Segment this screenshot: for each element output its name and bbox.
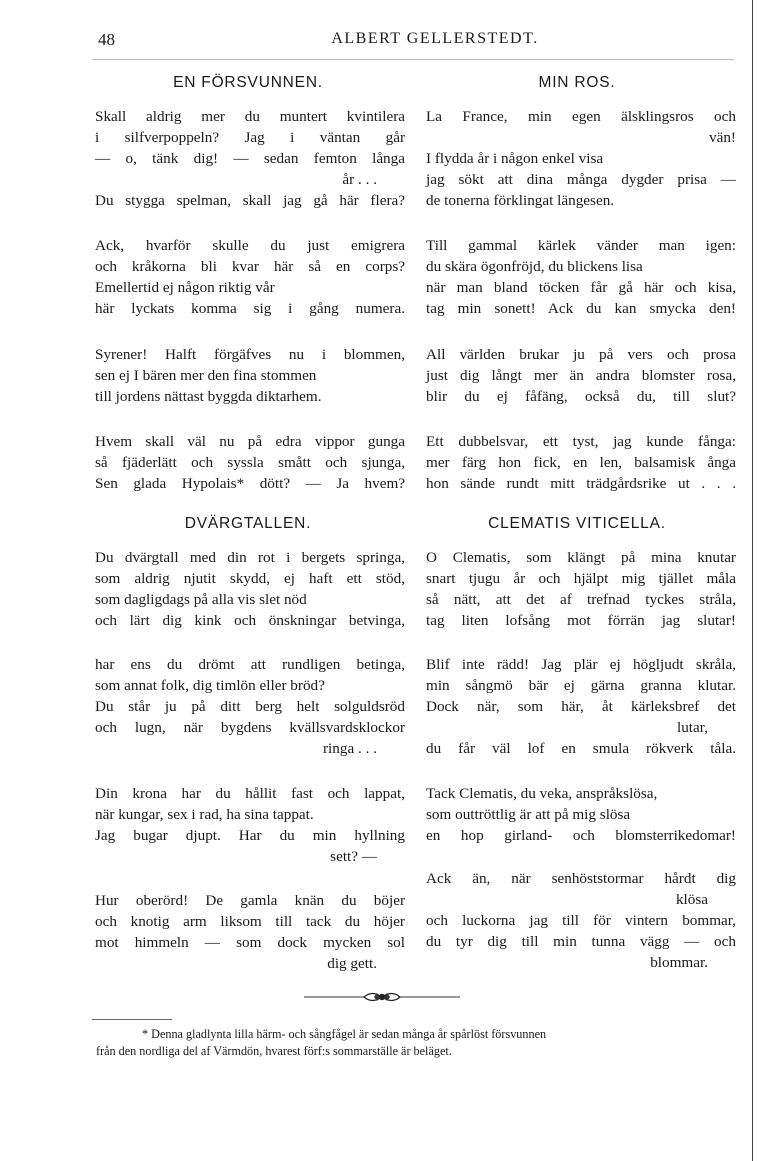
poem-title: DVÄRGTALLEN. — [184, 515, 312, 532]
verse-line: du tyr dig till min tunna vägg — och — [426, 933, 736, 950]
verse-line: och lugn, när bygdens kvällsvardsklockor — [95, 719, 405, 736]
verse-line: Din krona har du hållit fast och lappat, — [95, 785, 405, 802]
verse-line: snart tjugu år och hjälpt mig tjället måla — [426, 570, 736, 587]
page-number: 48 — [98, 30, 115, 49]
verse-line: och kråkorna bli kvar här så en corps? — [95, 258, 405, 275]
footnote-rule — [92, 1019, 172, 1020]
verse-line: just dig långt mer än andra blomster rosa, — [426, 367, 736, 384]
poem-stanza — [95, 783, 405, 867]
verse-line: när man bland töcken får gå här och kisa, — [426, 279, 736, 296]
verse-line: tag min sonett! Ack du kan smycka den! — [426, 300, 736, 317]
verse-line: klösa — [675, 891, 708, 908]
ornament-divider-icon — [302, 986, 462, 1008]
verse-line: dig gett. — [327, 955, 377, 972]
running-title: ALBERT GELLERSTEDT. — [331, 30, 539, 47]
verse-line: och knotig arm liksom till tack du höjer — [95, 913, 405, 930]
verse-line: vän! — [709, 129, 736, 146]
poem-stanza — [95, 890, 405, 974]
verse-line: jag sökt att dina många dygder prisa — — [426, 171, 736, 188]
verse-line: Ack än, när senhöststormar hårdt dig — [426, 870, 736, 887]
poem-title: EN FÖRSVUNNEN. — [173, 74, 323, 91]
verse-line: Skall aldrig mer du muntert kvintilera — [95, 108, 405, 125]
poem-stanza — [426, 654, 736, 759]
verse-line: Jag bugar djupt. Har du min hyllning — [95, 827, 405, 844]
verse-line: du skära ögonfröjd, du blickens lisa — [426, 258, 643, 275]
verse-line: Hvem skall väl nu på edra vippor gunga — [95, 433, 405, 450]
footnote-line: * Denna gladlynta lilla härm- och sångfågel är sedan många år spårlöst försvunnen — [142, 1027, 547, 1041]
poem-stanza — [426, 235, 736, 319]
poem-stanza — [426, 783, 736, 846]
poem-stanza — [95, 547, 405, 631]
verse-line: de tonerna förklingat längesen. — [426, 192, 615, 209]
verse-line: All världen brukar ju på vers och prosa — [426, 346, 736, 363]
verse-line: som outtröttlig är att på mig slösa — [426, 806, 631, 823]
verse-line: Till gammal kärlek vänder man igen: — [426, 237, 736, 254]
verse-line: O Clematis, som klängt på mina knutar — [426, 549, 736, 566]
verse-line: så nätt, att det af trefnad tyckes stråla, — [426, 591, 736, 608]
poem-stanza — [426, 344, 736, 407]
poem-stanza — [426, 547, 736, 631]
verse-line: du får väl lof en smula rökverk tåla. — [426, 740, 736, 757]
verse-line: Ett dubbelsvar, ett tyst, jag kunde fånga: — [426, 433, 736, 450]
poem-stanza — [95, 654, 405, 759]
verse-line: Syrener! Halft förgäfves nu i blommen, — [95, 346, 405, 363]
verse-line: som aldrig njutit skydd, ej haft ett stöd, — [95, 570, 405, 587]
poem-stanza — [95, 235, 405, 319]
verse-line: blommar. — [650, 954, 708, 971]
verse-line: — o, tänk dig! — sedan femton långa — [95, 150, 405, 167]
verse-line: när kungar, sex i rad, ha sina tappat. — [95, 806, 314, 823]
verse-line: mot himmeln — som dock mycken sol — [95, 934, 405, 951]
poem-stanza — [95, 106, 405, 211]
verse-line: La France, min egen älsklingsros och — [426, 108, 736, 125]
verse-line: en hop girland- och blomsterrikedomar! — [426, 827, 736, 844]
verse-line: Du stygga spelman, skall jag gå här flera? — [95, 192, 405, 209]
verse-line: tag liten lofsång mot förrän jag slutar! — [426, 612, 736, 629]
verse-line: till jordens nättast byggda diktarhem. — [95, 388, 322, 405]
footnote — [96, 1026, 736, 1060]
verse-line: Ack, hvarför skulle du just emigrera — [95, 237, 405, 254]
page-edge-line — [752, 0, 753, 1161]
verse-line: blir du ej fåfäng, också du, till slut? — [426, 388, 736, 405]
poem-title: CLEMATIS VITICELLA. — [488, 515, 666, 532]
verse-line: som dagligdags på alla vis slet nöd — [95, 591, 307, 608]
verse-line: Du dvärgtall med din rot i bergets springa, — [95, 549, 405, 566]
poem-title: MIN ROS. — [538, 74, 616, 91]
poem-stanza — [426, 431, 736, 494]
verse-line: lutar, — [676, 719, 708, 736]
verse-line: I flydda år i någon enkel visa — [426, 150, 604, 167]
verse-line: mer färg hon fick, en len, balsamisk ånga — [426, 454, 736, 471]
verse-line: så fjäderlätt och syssla smått och sjunga, — [95, 454, 405, 471]
verse-line: Sen glada Hypolais* dött? — Ja hvem? — [95, 475, 405, 492]
verse-line: Emellertid ej någon riktig vår — [95, 279, 275, 296]
verse-line: sett? — — [330, 848, 377, 865]
poem-stanza — [426, 106, 736, 211]
header-rule — [92, 59, 734, 60]
verse-line: här lyckats komma sig i gång numera. — [95, 300, 405, 317]
verse-line: sen ej I bären mer den fina stommen — [95, 367, 317, 384]
verse-line: i silfverpoppeln? Jag i väntan går — [95, 129, 405, 146]
verse-line: år . . . — [342, 171, 377, 188]
verse-line: Tack Clematis, du veka, anspråkslösa, — [426, 785, 658, 802]
verse-line: Du står ju på ditt berg helt solguldsröd — [95, 698, 405, 715]
footnote-line: från den nordliga del af Värmdön, hvarest förf:s sommarställe är beläget. — [96, 1044, 452, 1058]
poem-stanza — [95, 344, 405, 407]
verse-line: ringa . . . — [323, 740, 377, 757]
verse-line: Hur oberörd! De gamla knän du böjer — [95, 892, 405, 909]
verse-line: som annat folk, dig timlön eller bröd? — [95, 677, 325, 694]
poem-stanza — [95, 431, 405, 494]
verse-line: och lärt dig kink och önskningar betvinga, — [95, 612, 405, 629]
verse-line: och luckorna jag till för vintern bommar, — [426, 912, 736, 929]
poem-stanza — [426, 868, 736, 973]
verse-line: Dock när, som här, åt kärleksbref det — [426, 698, 736, 715]
verse-line: hon sände rundt mitt trädgårdsrike ut . . . — [426, 475, 736, 492]
verse-line: har ens du drömt att rundligen betinga, — [95, 656, 405, 673]
verse-line: min sångmö bär ej gärna granna klutar. — [426, 677, 736, 694]
verse-line: Blif inte rädd! Jag plär ej högljudt skråla, — [426, 656, 736, 673]
